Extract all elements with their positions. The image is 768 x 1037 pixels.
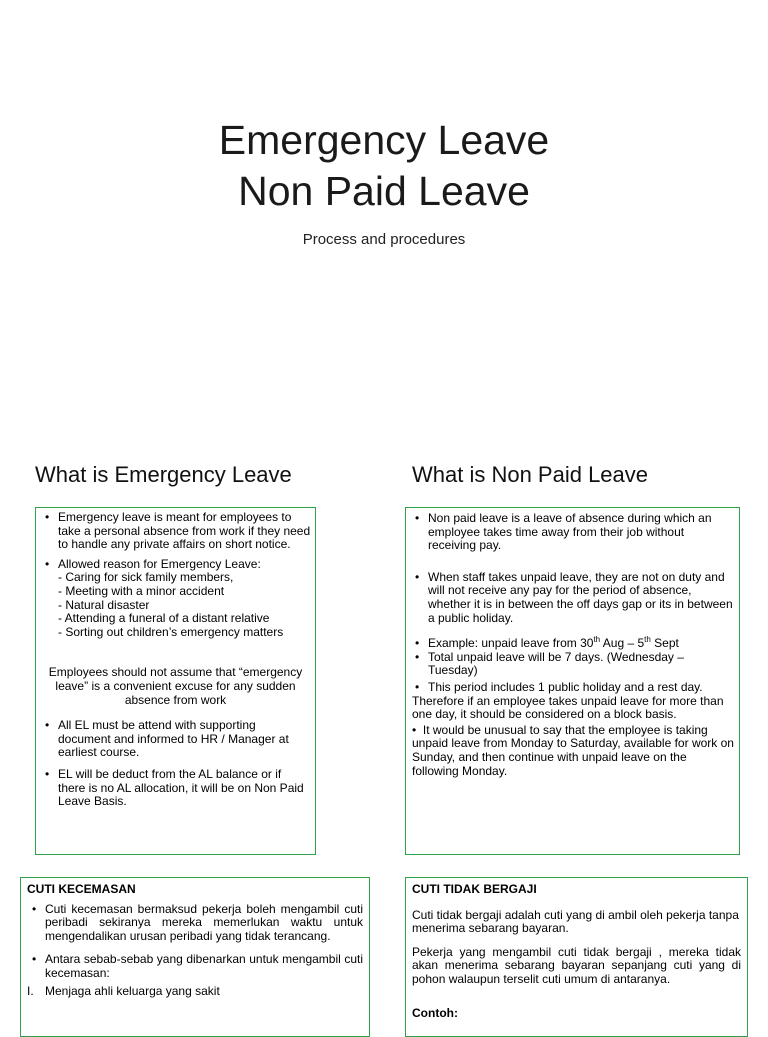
ck-reason-number: I. — [27, 983, 34, 998]
cuti-kecemasan-box — [20, 877, 370, 1037]
el-reason-item: - Meeting with a minor accident — [58, 583, 225, 598]
el-reason-item: - Natural disaster — [58, 597, 150, 612]
ck-reason-text: Menjaga ahli keluarga yang sakit — [45, 983, 220, 998]
ck-reason-item — [27, 985, 363, 999]
npl-block-basis: Therefore if an employee takes unpaid leave for more than one day, it should be considered on a block basis. — [412, 693, 724, 722]
non-paid-leave-box — [405, 507, 740, 855]
el-bullet-definition: • Emergency leave is meant for employees to take a personal absence from work if they need to handle any private affairs on short notice. — [40, 511, 311, 552]
ck-bullet-definition: • Cuti kecemasan bermaksud pekerja boleh mengambil cuti peribadi sekiranya mereka memerlukan waktu untuk mengendalikan urusan peribadi yang tidak terancang. — [27, 903, 363, 944]
ck-bullet-reasons: • Antara sebab-sebab yang dibenarkan untuk mengambil cuti kecemasan: — [27, 953, 363, 980]
npl-example-prefix: Example: unpaid leave from 30 — [428, 636, 594, 651]
ctb-example-label: Contoh: — [412, 1005, 458, 1020]
npl-example-sup: th — [644, 635, 651, 645]
title-slide — [0, 115, 768, 248]
non-paid-leave-heading: What is Non Paid Leave — [412, 462, 649, 487]
ctb-definition: Cuti tidak bergaji adalah cuti yang di ambil oleh pekerja tanpa menerima sebarang bayaran. — [412, 907, 739, 936]
el-reason-item: - Attending a funeral of a distant relative — [58, 611, 270, 626]
el-bullet-supporting-doc: • All EL must be attend with supporting document and informed to HR / Manager at earliest course. — [40, 719, 311, 760]
title-non-paid-leave: Non Paid Leave — [238, 168, 530, 214]
ctb-no-pay: Pekerja yang mengambil cuti tidak bergaji , mereka tidak akan menerima sebarang bayaran sepanjang cuti yang di pohon walaupun terselit cuti umum di antaranya. — [412, 944, 741, 986]
npl-bullet-unpaid: • When staff takes unpaid leave, they are not on duty and will not receive any pay for the period of absence, whether it is in between the off days gap or its in between a public holiday. — [410, 571, 735, 625]
cuti-tidak-bergaji-title: CUTI TIDAK BERGAJI — [412, 882, 537, 896]
el-reasons-list — [58, 571, 311, 639]
el-reasons-label: Allowed reason for Emergency Leave: — [58, 556, 261, 571]
emergency-leave-heading: What is Emergency Leave — [35, 462, 292, 487]
npl-bullet-definition: • Non paid leave is a leave of absence during which an employee takes time away from their job without receiving pay. — [410, 512, 735, 553]
el-bullet-deduction: • EL will be deduct from the AL balance or if there is no AL allocation, it will be on Non Paid Leave Basis. — [40, 768, 311, 809]
npl-example-suffix: Sept — [650, 636, 679, 651]
subtitle: Process and procedures — [302, 231, 466, 248]
el-note: Employees should not assume that “emergency leave” is a convenient excuse for any sudden absence from work — [48, 665, 303, 707]
el-bullet-reasons — [40, 558, 311, 640]
npl-example-mid: Aug – 5 — [600, 636, 645, 651]
emergency-leave-box — [35, 507, 316, 855]
npl-unusual-text: It would be unusual to say that the employee is taking unpaid leave from Monday to Saturday, available for work on Sunday, and then continue with unpaid leave on the following Monday. — [412, 722, 734, 778]
title-emergency-leave: Emergency Leave — [218, 117, 550, 163]
npl-bullet-includes: • This period includes 1 public holiday and a rest day. — [410, 681, 735, 695]
npl-example-sup: th — [593, 635, 601, 645]
npl-bullet-mark: • — [412, 722, 423, 737]
cuti-tidak-bergaji-box — [405, 877, 748, 1037]
cuti-kecemasan-title: CUTI KECEMASAN — [27, 882, 136, 896]
el-reason-item: - Sorting out children’s emergency matters — [58, 624, 284, 639]
npl-bullet-total: • Total unpaid leave will be 7 days. (Wednesday – Tuesday) — [410, 651, 735, 678]
el-reason-item: - Caring for sick family members, — [58, 570, 234, 585]
npl-bullet-example — [410, 637, 735, 651]
npl-unusual-para — [410, 724, 735, 778]
